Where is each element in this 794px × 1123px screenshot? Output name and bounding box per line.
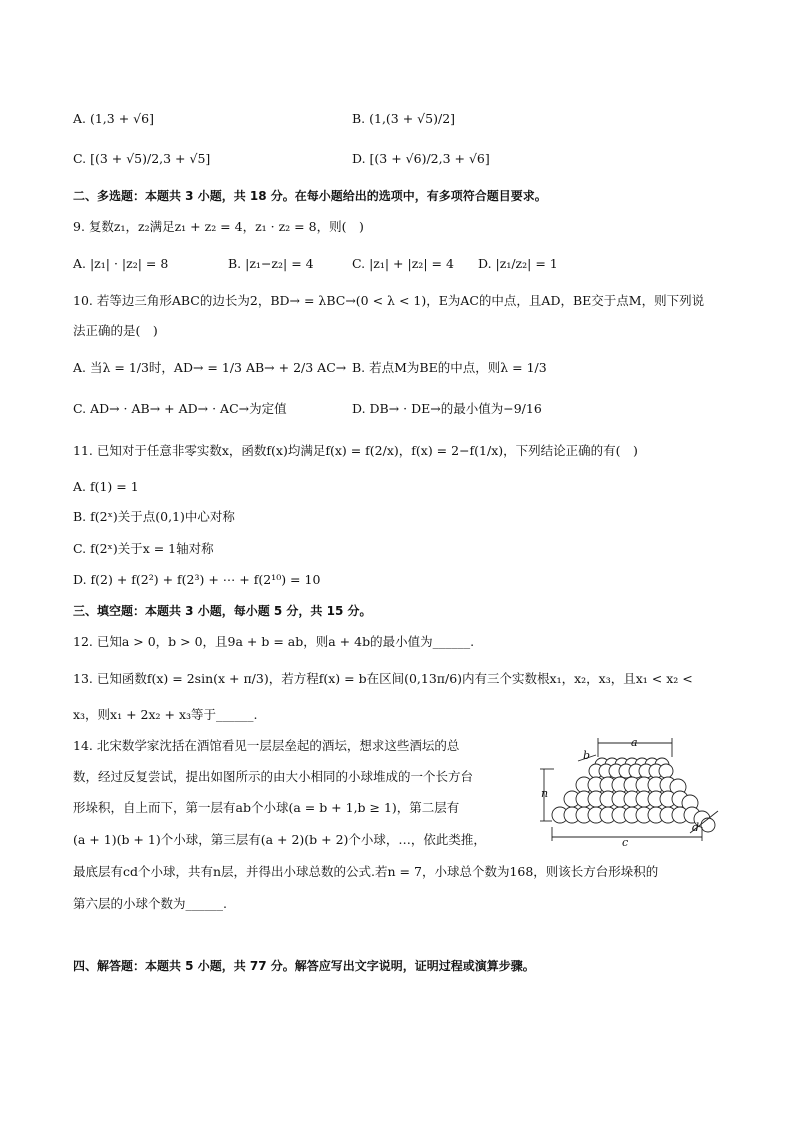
q10-option-c: C. AD→ · AB→ + AD→ · AC→为定值 [73, 401, 287, 416]
q13-stem-line1: 13. 已知函数f(x) = 2sin(x + π/3)，若方程f(x) = b在区间(0,13π/6)内有三个实数根x₁，x₂，x₃，且x₁ < x₂ < [73, 671, 693, 686]
q11-stem: 11. 已知对于任意非零实数x，函数f(x)均满足f(x) = f(2/x)，f(x) = 2−f(1/x)，下列结论正确的有( ) [73, 443, 638, 458]
q13-stem-line2: x₃，则x₁ + 2x₂ + x₃等于______. [73, 707, 258, 722]
q12-stem: 12. 已知a > 0，b > 0，且9a + b = ab，则a + 4b的最小值为______. [73, 634, 475, 649]
q10-option-b: B. 若点M为BE的中点，则λ = 1/3 [352, 360, 547, 375]
figure-label-d: d [692, 821, 700, 834]
q9-option-c: C. |z₁| + |z₂| = 4 [352, 256, 454, 271]
q8-option-d: D. [(3 + √6)/2,3 + √6] [352, 151, 490, 166]
figure-label-c: c [622, 836, 629, 847]
ball-stack-balls [552, 758, 715, 832]
q10-stem-line2: 法正确的是( ) [73, 323, 158, 338]
q11-option-d: D. f(2) + f(2²) + f(2³) + ⋯ + f(2¹⁰) = 10 [73, 572, 321, 587]
q14-stem-line6: 第六层的小球个数为______. [73, 896, 227, 911]
q11-option-c: C. f(2ˣ)关于x = 1轴对称 [73, 541, 214, 556]
q8-option-c: C. [(3 + √5)/2,3 + √5] [73, 151, 211, 166]
section-multiple-choice-heading: 二、多选题：本题共 3 小题，共 18 分。在每小题给出的选项中，有多项符合题目要求。 [73, 189, 547, 203]
figure-label-n: n [541, 787, 549, 800]
q10-option-a: A. 当λ = 1/3时，AD→ = 1/3 AB→ + 2/3 AC→ [73, 360, 347, 375]
q8-option-b: B. (1,(3 + √5)/2] [352, 111, 456, 126]
figure-label-b: b [583, 749, 591, 762]
figure-label-a: a [631, 736, 638, 749]
q9-option-a: A. |z₁| · |z₂| = 8 [73, 256, 169, 271]
q9-option-b: B. |z₁−z₂| = 4 [228, 256, 314, 271]
section-fill-blank-heading: 三、填空题：本题共 3 小题，每小题 5 分，共 15 分。 [73, 604, 372, 618]
q14-stem-line2: 数，经过反复尝试，提出如图所示的由大小相同的小球堆成的一个长方台 [73, 769, 474, 784]
ball-stack-figure [540, 735, 720, 847]
q8-option-a: A. (1,3 + √6] [73, 111, 154, 126]
q14-stem-line1: 14. 北宋数学家沈括在酒馆看见一层层垒起的酒坛，想求这些酒坛的总 [73, 738, 460, 753]
q11-option-a: A. f(1) = 1 [73, 479, 139, 494]
q9-stem: 9. 复数z₁，z₂满足z₁ + z₂ = 4，z₁ · z₂ = 8，则( ) [73, 219, 364, 234]
section-solution-heading: 四、解答题：本题共 5 小题，共 77 分。解答应写出文字说明，证明过程或演算步骤。 [73, 959, 535, 973]
q11-option-b: B. f(2ˣ)关于点(0,1)中心对称 [73, 509, 235, 524]
q10-option-d: D. DB→ · DE→的最小值为−9/16 [352, 401, 542, 416]
q10-stem-line1: 10. 若等边三角形ABC的边长为2，BD→ = λBC→(0 < λ < 1)，E为AC的中点，且AD，BE交于点M，则下列说 [73, 293, 705, 308]
q9-option-d: D. |z₁/z₂| = 1 [478, 256, 558, 271]
q14-stem-line4: (a + 1)(b + 1)个小球，第三层有(a + 2)(b + 2)个小球，…，依此类推， [73, 832, 486, 847]
q14-stem-line5: 最底层有cd个小球，共有n层，并得出小球总数的公式.若n = 7，小球总个数为168，则该长方台形垛积的 [73, 864, 659, 879]
q14-stem-line3: 形垛积，自上而下，第一层有ab个小球(a = b + 1,b ≥ 1)，第二层有 [73, 800, 460, 815]
